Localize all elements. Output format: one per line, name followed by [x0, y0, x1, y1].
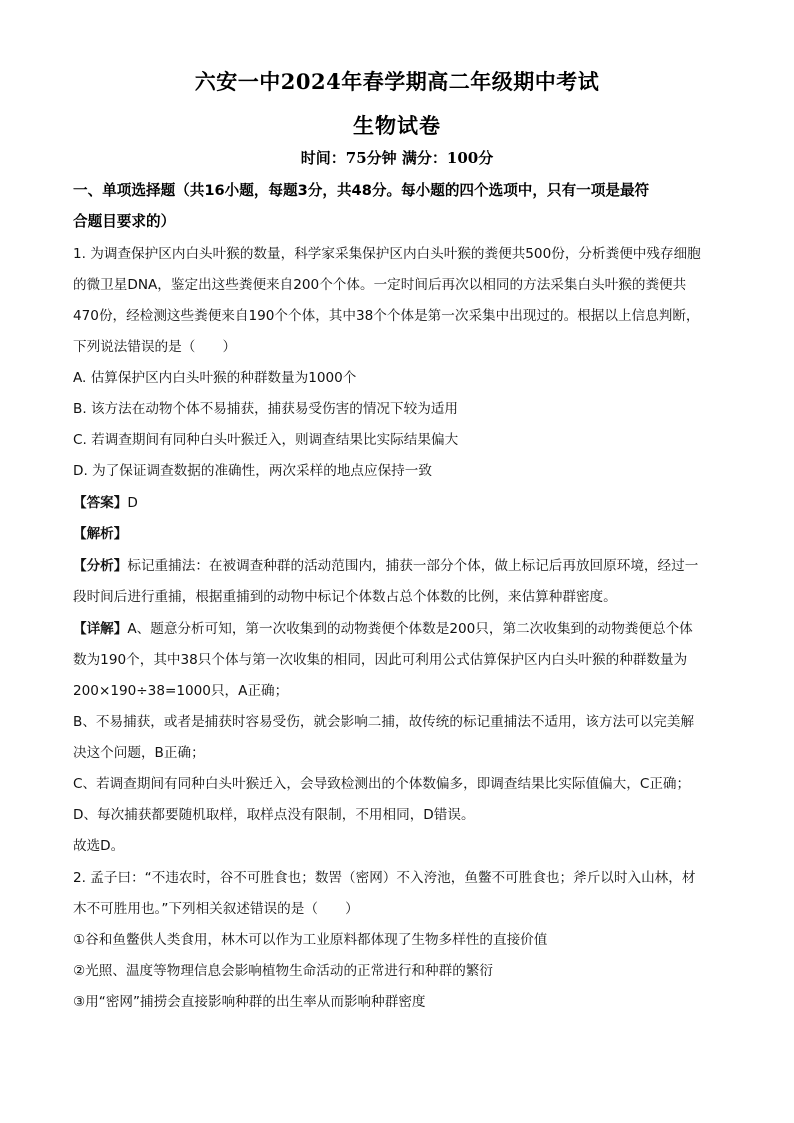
q1-xiangjie-line: 200×190÷38=1000只，A正确；: [73, 683, 289, 699]
q1-stem-line: 下列说法错误的是（ ）: [73, 339, 237, 355]
q2-statement: ①谷和鱼鳖供人类食用，林木可以作为工业原料都体现了生物多样性的直接价值: [73, 932, 548, 948]
q1-xiangjie-line: B、不易捕获，或者是捕获时容易受伤，就会影响二捕，故传统的标记重捕法不适用，该方法可以完美解: [73, 714, 695, 730]
q1-analysis-label: 【解析】: [73, 526, 128, 542]
section-heading: 一、单项选择题（共16小题，每题3分，共48分。每小题的四个选项中，只有一项是最符: [73, 182, 650, 199]
answer-value: D: [127, 495, 138, 511]
q1-xiangjie-line: D、每次捕获都要随机取样，取样点没有限制，不用相同，D错误。: [73, 807, 475, 823]
fenxi-label: 【分析】: [73, 558, 128, 574]
q2-stem-line: 2. 孟子曰：“不违农时，谷不可胜食也；数罟（密网）不入洿池，鱼鳖不可胜食也；斧斤以时入山林，材: [73, 870, 696, 886]
q2-stem-line: 木不可胜用也。”下列相关叙述错误的是（ ）: [73, 901, 359, 917]
q1-stem-line: 的微卫星DNA，鉴定出这些粪便来自200个个体。一定时间后再次以相同的方法采集白头叶猴的粪便共: [73, 277, 687, 293]
q1-fenxi: [73, 557, 723, 575]
q1-option-c: C. 若调查期间有同种白头叶猴迁入，则调查结果比实际结果偏大: [73, 432, 459, 448]
q1-fenxi-cont: 段时间后进行重捕，根据重捕到的动物中标记个体数占总个体数的比例，来估算种群密度。: [73, 589, 617, 605]
q1-xiangjie-line: 决这个问题，B正确；: [73, 745, 205, 761]
q1-xiangjie-line: C、若调查期间有同种白头叶猴迁入，会导致检测出的个体数偏多，即调查结果比实际值偏大，C正确；: [73, 776, 691, 792]
q1-option-a: A. 估算保护区内白头叶猴的种群数量为1000个: [73, 370, 357, 386]
exam-subtitle: 生物试卷: [353, 113, 441, 138]
exam-info: 时间：75分钟 满分：100分: [300, 149, 494, 167]
q1-option-b: B. 该方法在动物个体不易捕获，捕获易受伤害的情况下较为适用: [73, 401, 458, 417]
xiangjie-text: A、题意分析可知，第一次收集到的动物粪便个体数是200只，第二次收集到的动物粪便总个体: [127, 621, 693, 637]
answer-label: 【答案】: [73, 495, 128, 511]
q1-stem-line: 470份，经检测这些粪便来自190个个体，其中38个个体是第一次采集中出现过的。根据以上信息判断，: [73, 308, 700, 324]
q1-option-d: D. 为了保证调查数据的准确性，两次采样的地点应保持一致: [73, 463, 432, 479]
q2-statement: ③用“密网”捕捞会直接影响种群的出生率从而影响种群密度: [73, 994, 426, 1010]
fenxi-text: 标记重捕法：在被调查种群的活动范围内，捕获一部分个体，做上标记后再放回原环境，经过一: [127, 558, 699, 574]
q1-xiangjie-line: 故选D。: [73, 838, 125, 854]
q1-xiangjie-line: 数为190个，其中38只个体与第一次收集的相同，因此可利用公式估算保护区内白头叶猴的种群数量为: [73, 652, 688, 668]
q2-statement: ②光照、温度等物理信息会影响植物生命活动的正常进行和种群的繁衍: [73, 963, 493, 979]
xiangjie-label: 【详解】: [73, 621, 128, 637]
q1-xiangjie: [73, 620, 723, 638]
exam-title: 六安一中2024年春学期高二年级期中考试: [194, 69, 600, 94]
section-heading-cont: 合题目要求的）: [73, 213, 176, 230]
q1-stem-line: 1. 为调查保护区内白头叶猴的数量，科学家采集保护区内白头叶猴的粪便共500份，分析粪便中残存细胞: [73, 246, 701, 262]
q1-answer: [73, 494, 723, 512]
